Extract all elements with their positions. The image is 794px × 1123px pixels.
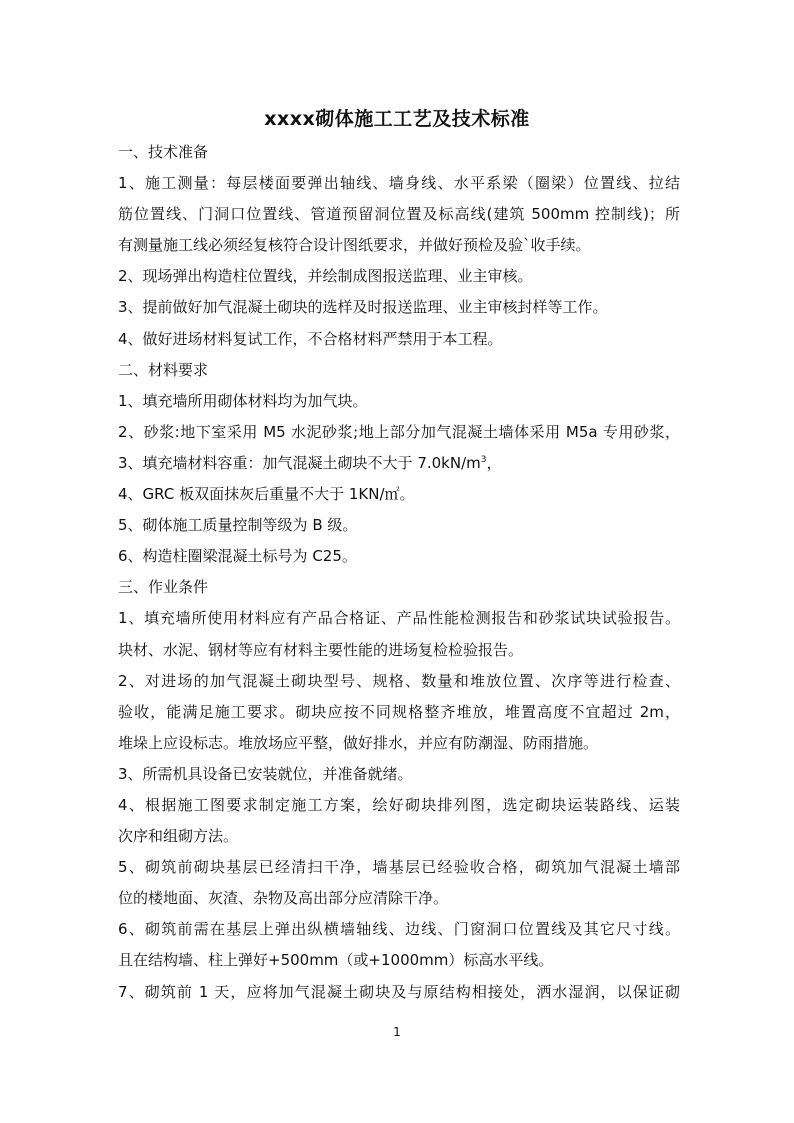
text-line-content: 5、砌筑前砌块基层已经清扫干净，墙基层已经验收合格，砌筑加气混凝土墙部: [118, 858, 680, 877]
text-line: [118, 355, 680, 386]
text-line-content: 3、所需机具设备已安装就位，并准备就绪。: [118, 764, 413, 783]
text-line: [118, 635, 680, 666]
text-line-content: 5、砌体施工质量控制等级为 B 级。: [118, 516, 358, 535]
text-line-content: 4、GRC 板双面抹灰后重量不大于 1KN/㎡。: [118, 485, 415, 504]
text-line-content: 有测量施工线必须经复核符合设计图纸要求，并做好预检及验`收手续。: [118, 236, 591, 255]
text-line: [118, 168, 680, 199]
text-line: [118, 417, 680, 448]
text-line-content: 块材、水泥、钢材等应有材料主要性能的进场复检检验报告。: [118, 640, 524, 659]
text-line: [118, 479, 680, 510]
text-line-content: 1、填充墙所使用材料应有产品合格证、产品性能检测报告和砂浆试块试验报告。: [118, 609, 680, 628]
text-line-content: 次序和组砌方法。: [118, 827, 239, 846]
text-line-content: 位的楼地面、灰渣、杂物及高出部分应清除干净。: [118, 889, 449, 908]
page-number: 1: [393, 1025, 401, 1039]
text-line: [118, 790, 680, 821]
text-line: [118, 821, 680, 852]
text-line-content: 2、对进场的加气混凝土砌块型号、规格、数量和堆放位置、次序等进行检查、: [118, 671, 680, 690]
text-line: [118, 137, 680, 168]
text-line-content: 堆垛上应设标志。堆放场应平整，做好排水，并应有防潮湿、防雨措施。: [118, 733, 599, 752]
text-line: [118, 883, 680, 914]
document-body: [118, 137, 680, 1008]
text-line: [118, 199, 680, 230]
text-line-content: 1、填充墙所用砌体材料均为加气块。: [118, 391, 368, 410]
text-line-content: 3、提前做好加气混凝土砌块的选样及时报送监理、业主审核封样等工作。: [118, 298, 608, 317]
text-line-content: 一、技术准备: [118, 143, 209, 161]
text-line-content: 三、作业条件: [118, 578, 209, 597]
text-line-content: 4、根据施工图要求制定施工方案，绘好砌块排列图，选定砌块运装路线、运装: [118, 795, 680, 814]
text-line: [118, 386, 680, 417]
text-line-content: 4、做好进场材料复试工作，不合格材料严禁用于本工程。: [118, 329, 503, 348]
text-line-content: 2、砂浆:地下室采用 M5 水泥砂浆;地上部分加气混凝土墙体采用 M5a 专用砂浆，: [118, 422, 680, 441]
text-line: [118, 852, 680, 883]
text-line: [118, 914, 680, 945]
trailing-punctuation: ，: [486, 453, 502, 472]
text-line: [118, 728, 680, 759]
text-line: [118, 261, 680, 292]
text-line-content: 6、构造柱圈梁混凝土标号为 C25。: [118, 547, 357, 566]
text-line: [118, 945, 680, 976]
text-line: [118, 759, 680, 790]
text-line-content: 3、填充墙材料容重：加气混凝土砌块不大于 7.0kN/m: [118, 453, 481, 472]
text-line: [118, 324, 680, 355]
text-line: [118, 510, 680, 541]
text-line-content: 筋位置线、门洞口位置线、管道预留洞位置及标高线(建筑 500mm 控制线)；所: [118, 205, 680, 224]
text-line: [118, 977, 680, 1008]
text-line-content: 1、施工测量：每层楼面要弹出轴线、墙身线、水平系梁（圈梁）位置线、拉结: [118, 174, 680, 193]
text-line: [118, 448, 680, 479]
text-line: [118, 697, 680, 728]
text-line-content: 7、砌筑前 1 天，应将加气混凝土砌块及与原结构相接处，洒水湿润，以保证砌: [118, 982, 680, 1001]
text-line: [118, 541, 680, 572]
text-line: [118, 230, 680, 261]
text-line: [118, 666, 680, 697]
text-line: [118, 292, 680, 323]
text-line-content: 验收，能满足施工要求。砌块应按不同规格整齐堆放，堆置高度不宜超过 2m，: [118, 702, 680, 721]
text-line-content: 且在结构墙、柱上弹好+500mm（或+1000mm）标高水平线。: [118, 951, 554, 970]
text-line-content: 2、现场弹出构造柱位置线，并绘制成图报送监理、业主审核。: [118, 267, 533, 286]
document-title: xxxx砌体施工工艺及技术标准: [264, 108, 530, 130]
text-line-content: 二、材料要求: [118, 360, 209, 379]
text-line: [118, 603, 680, 634]
superscript: 3: [480, 454, 487, 465]
text-line-content: 6、砌筑前需在基层上弹出纵横墙轴线、边线、门窗洞口位置线及其它尺寸线。: [118, 920, 680, 939]
text-line: [118, 572, 680, 603]
